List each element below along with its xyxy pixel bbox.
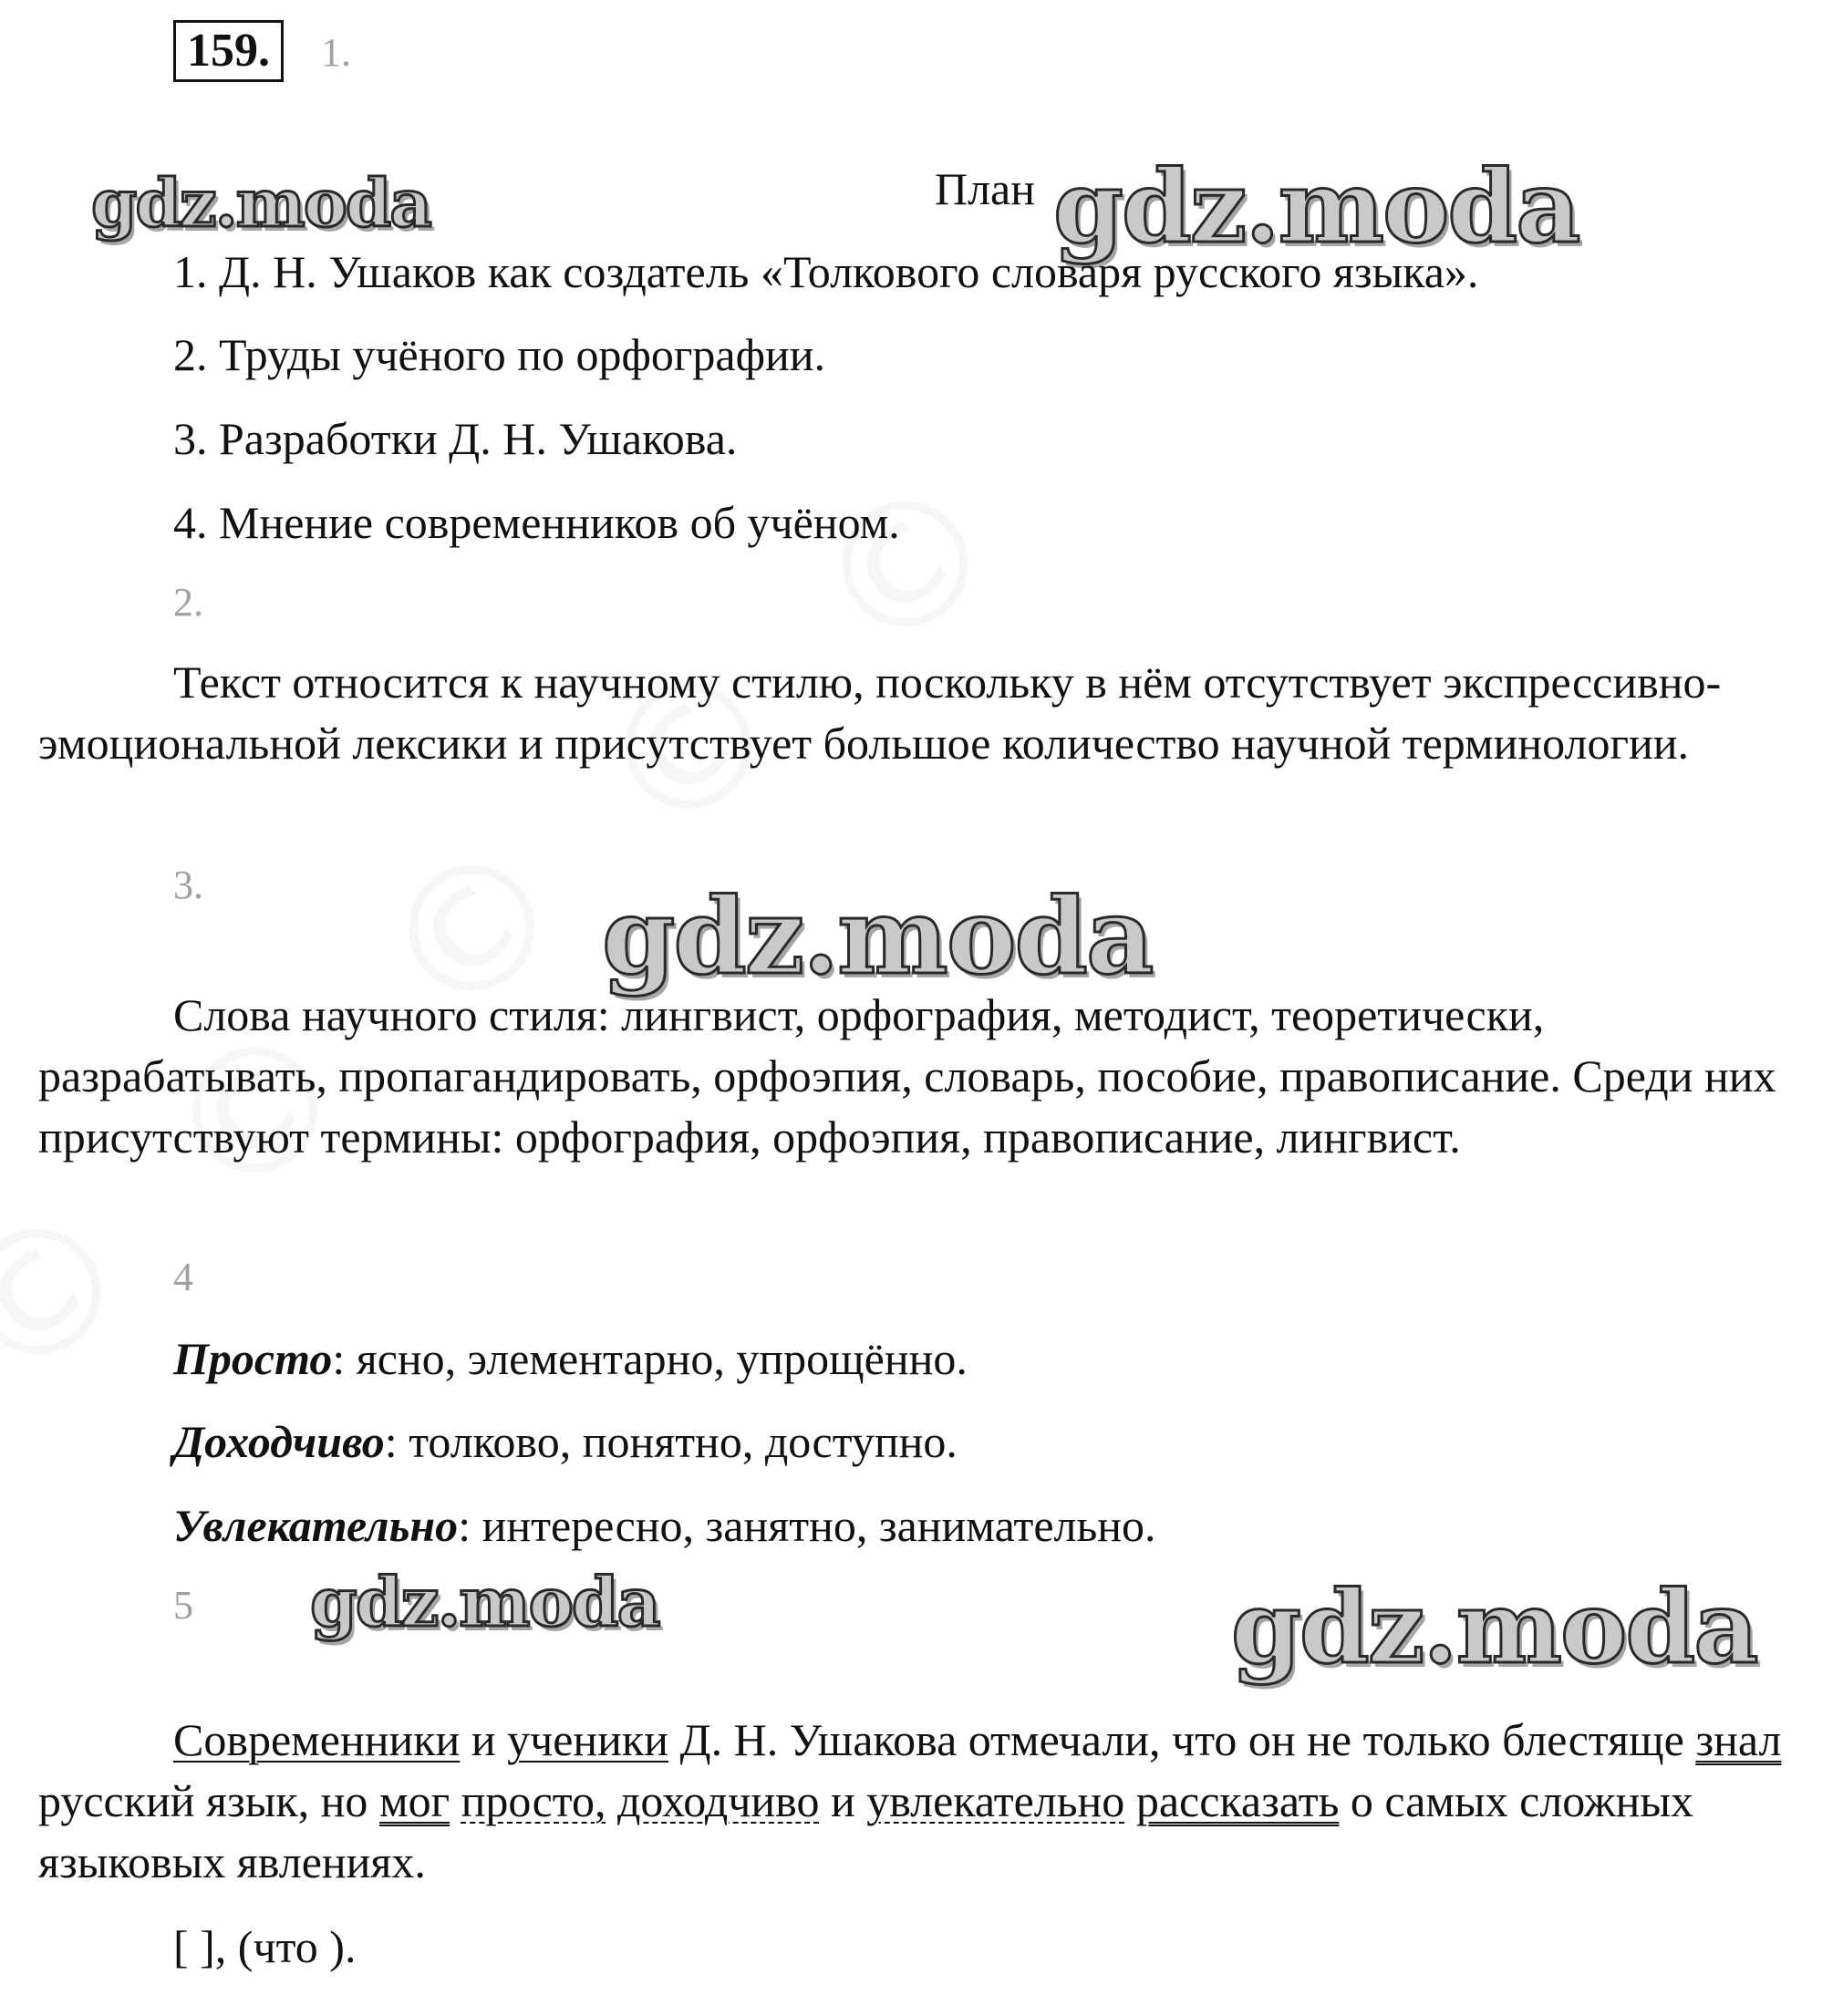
synonym-term: Доходчиво <box>173 1416 385 1467</box>
plan-title: План <box>935 163 1036 214</box>
sentence-scheme: [ ], (что ). <box>173 1921 357 1972</box>
watermark: gdz.moda <box>310 1564 659 1642</box>
synonym-row: Просто: ясно, элементарно, упрощённо. <box>173 1333 968 1384</box>
watermark: gdz.moda <box>1053 148 1579 265</box>
section5-paragraph: Современники и ученики Д. Н. Ушакова отмечали, что он не только блестяще знал русский язык, но мог просто, доходчиво и увлекательно рассказать о самых сложных языковых явлениях. <box>38 1714 1782 1887</box>
synonym-row: Увлекательно: интересно, занятно, занимательно. <box>173 1500 1156 1551</box>
plan-item: 4. Мнение современников об учёном. <box>173 497 900 548</box>
section3-paragraph: Слова научного стиля: лингвист, орфография, методист, теоретически, разрабатывать, пропагандировать, орфоэпия, словарь, пособие, правописание. Среди них присутствуют термины: орфография, орфоэпия, правописание, лингвист. <box>38 989 1776 1163</box>
synonym-term: Увлекательно <box>173 1500 459 1551</box>
synonym-row: Доходчиво: толково, понятно, доступно. <box>173 1416 958 1467</box>
watermark: gdz.moda <box>1231 1568 1757 1686</box>
task-number-4: 4 <box>173 1255 193 1299</box>
plan-item: 2. Труды учёного по орфографии. <box>173 329 825 380</box>
task-number-5: 5 <box>173 1583 193 1628</box>
task-number-1: 1. <box>321 30 351 75</box>
watermark: gdz.moda <box>91 164 430 242</box>
exercise-number: 159. <box>173 20 284 82</box>
watermark: gdz.moda <box>602 875 1153 998</box>
task-number-2: 2. <box>173 580 203 625</box>
synonym-term: Просто <box>173 1333 333 1384</box>
plan-item: 1. Д. Н. Ушаков как создатель «Толкового словаря русского языка». <box>173 246 1479 297</box>
section2-paragraph: Текст относится к научному стилю, поскольку в нём отсутствует экспрессивно-эмоциональной лексики и присутствует большое количество научной терминологии. <box>38 656 1722 769</box>
task-number-3: 3. <box>173 863 203 907</box>
plan-item: 3. Разработки Д. Н. Ушакова. <box>173 413 738 464</box>
